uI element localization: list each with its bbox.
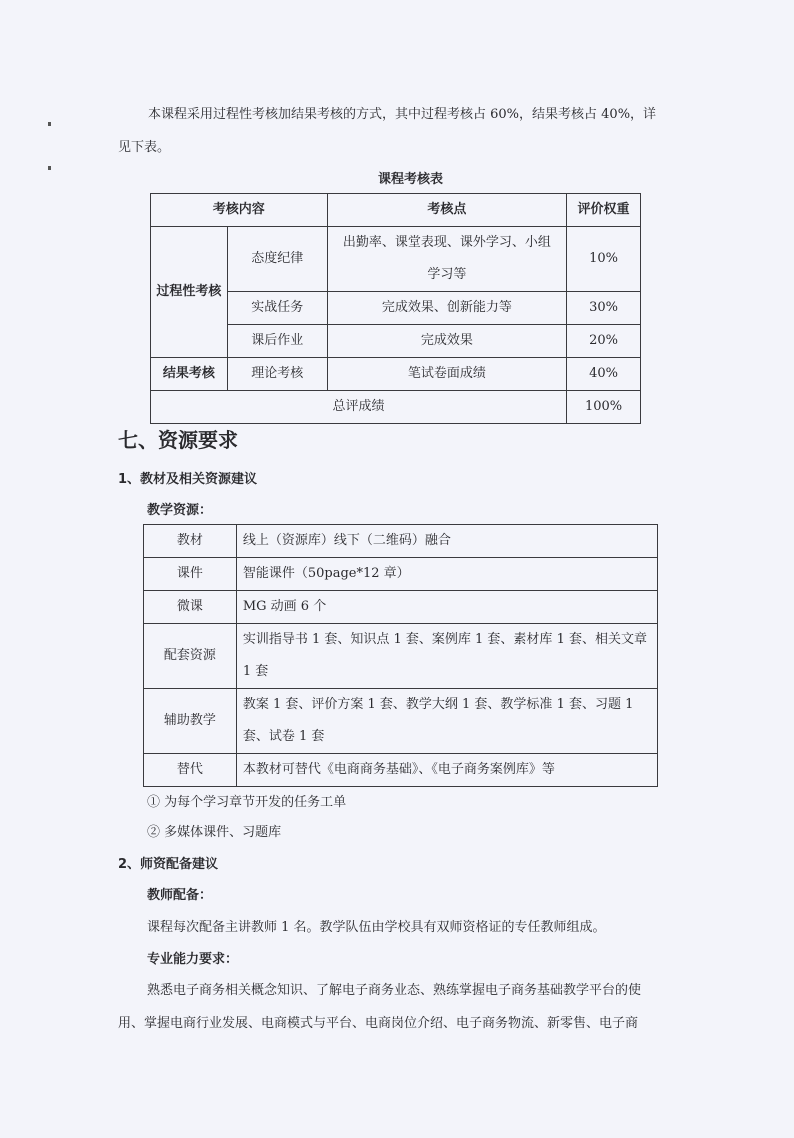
ability-line-1: 熟悉电子商务相关概念知识、了解电子商务业态、熟练掌握电子商务基础教学平台的使 bbox=[147, 983, 642, 998]
resource-key: 辅助教学 bbox=[144, 689, 237, 754]
intro-line-2: 见下表。 bbox=[118, 140, 171, 155]
header-point: 考核点 bbox=[327, 194, 566, 227]
teacher-text: 课程每次配备主讲教师 1 名。教学队伍由学校具有双师资格证的专任教师组成。 bbox=[147, 920, 606, 935]
resource-key: 微课 bbox=[144, 591, 237, 624]
resources-table bbox=[143, 524, 658, 787]
table-title: 课程考核表 bbox=[378, 172, 444, 187]
section-heading: 七、资源要求 bbox=[118, 428, 238, 452]
weight: 30% bbox=[567, 292, 641, 325]
point: 笔试卷面成绩 bbox=[327, 358, 566, 391]
weight: 40% bbox=[567, 358, 641, 391]
note-2: ② 多媒体课件、习题库 bbox=[147, 825, 282, 840]
item: 态度纪律 bbox=[227, 227, 327, 292]
group-process: 过程性考核 bbox=[151, 227, 228, 358]
resource-value: MG 动画 6 个 bbox=[236, 591, 657, 624]
ability-line-2: 用、掌握电商行业发展、电商模式与平台、电商岗位介绍、电子商务物流、新零售、电子商 bbox=[118, 1016, 639, 1031]
resource-key: 配套资源 bbox=[144, 624, 237, 689]
resources-label: 教学资源： bbox=[147, 503, 213, 518]
scan-mark bbox=[48, 122, 51, 126]
item: 实战任务 bbox=[227, 292, 327, 325]
point: 完成效果、创新能力等 bbox=[327, 292, 566, 325]
group-result: 结果考核 bbox=[151, 358, 228, 391]
resource-key: 教材 bbox=[144, 525, 237, 558]
resource-value: 线上（资源库）线下（二维码）融合 bbox=[236, 525, 657, 558]
ability-label: 专业能力要求： bbox=[147, 952, 239, 967]
total-label: 总评成绩 bbox=[151, 391, 567, 424]
point: 出勤率、课堂表现、课外学习、小组学习等 bbox=[327, 227, 566, 292]
subsection-1: 1、教材及相关资源建议 bbox=[118, 472, 258, 487]
scan-mark bbox=[48, 166, 51, 170]
total-weight: 100% bbox=[567, 391, 641, 424]
resource-value: 本教材可替代《电商商务基础》、《电子商务案例库》等 bbox=[236, 754, 657, 787]
assessment-table bbox=[150, 193, 641, 424]
resource-key: 替代 bbox=[144, 754, 237, 787]
resource-value: 智能课件（50page*12 章） bbox=[236, 558, 657, 591]
weight: 10% bbox=[567, 227, 641, 292]
note-1: ① 为每个学习章节开发的任务工单 bbox=[147, 795, 347, 810]
item: 课后作业 bbox=[227, 325, 327, 358]
weight: 20% bbox=[567, 325, 641, 358]
subsection-2: 2、师资配备建议 bbox=[118, 857, 219, 872]
resource-value: 教案 1 套、评价方案 1 套、教学大纲 1 套、教学标准 1 套、习题 1 套、试卷 1 套 bbox=[236, 689, 657, 754]
intro-line-1: 本课程采用过程性考核加结果考核的方式，其中过程考核占 60%，结果考核占 40%，详 bbox=[148, 107, 657, 122]
teacher-label: 教师配备： bbox=[147, 888, 213, 903]
header-weight: 评价权重 bbox=[567, 194, 641, 227]
header-content: 考核内容 bbox=[151, 194, 328, 227]
point: 完成效果 bbox=[327, 325, 566, 358]
resource-key: 课件 bbox=[144, 558, 237, 591]
item: 理论考核 bbox=[227, 358, 327, 391]
resource-value: 实训指导书 1 套、知识点 1 套、案例库 1 套、素材库 1 套、相关文章 1 套 bbox=[236, 624, 657, 689]
